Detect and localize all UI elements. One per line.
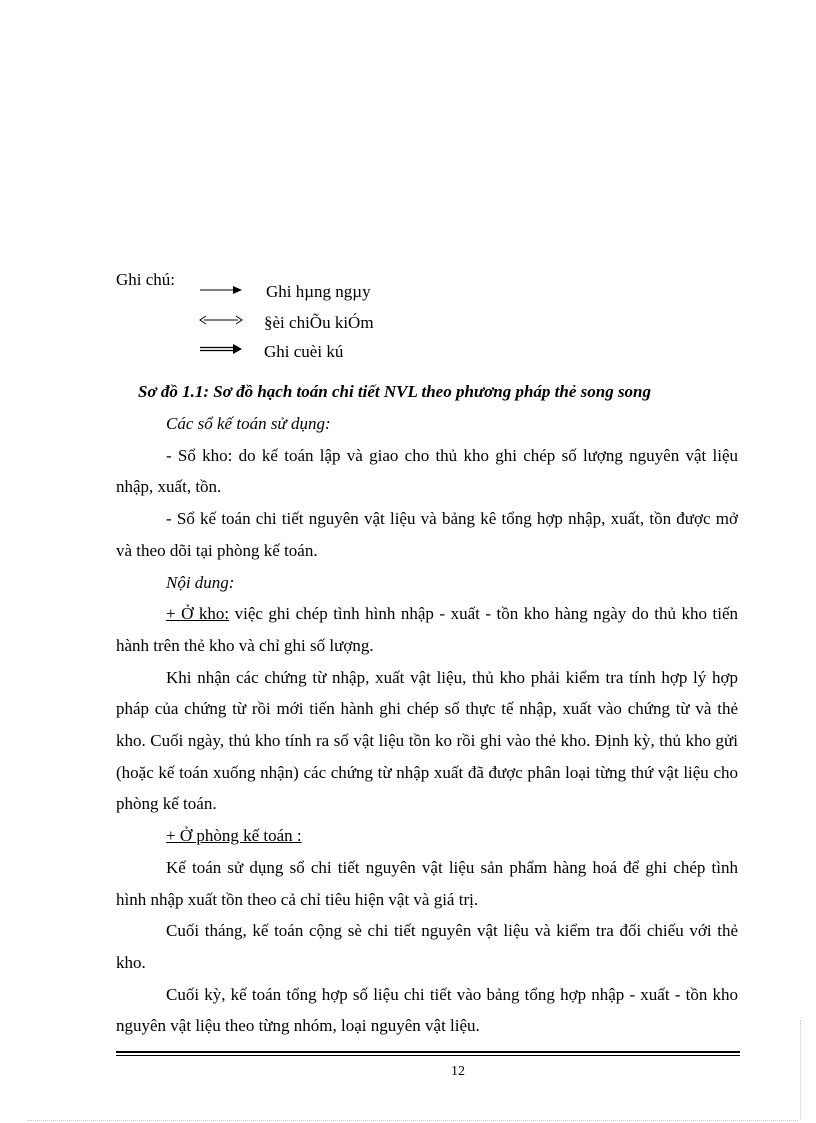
warehouse-text: việc ghi chép tình hình nhập - xuất - tồn kho hàng ngày do thủ kho tiến hành trên thẻ kho và chỉ ghi số lượng. — [116, 604, 739, 655]
books-item-1: - Sổ kho: do kế toán lập và giao cho thủ kho ghi chép số lượng nguyên vật liệu nhập, xuất, tồn. — [116, 445, 738, 497]
page-edge-dotted — [28, 1120, 798, 1121]
body-text — [116, 408, 738, 1042]
accounting-heading: + Ở phòng kế toán : — [166, 826, 302, 846]
books-item-2: - Sổ kế toán chi tiết nguyên vật liệu và bảng kê tổng hợp nhập, xuất, tồn được mở và theo dõi tại phòng kế toán. — [116, 509, 738, 560]
accounting-heading-line — [116, 820, 738, 852]
bold-arrow-icon — [198, 343, 244, 355]
warehouse-detail: Khi nhận các chứng từ nhập, xuất vật liệu, thủ kho phải kiểm tra tính hợp lý hợp pháp của chứng từ rồi mới tiến hành ghi chép số thực tế nhập, xuất vào chứng từ và thẻ kho. Cuối ngày, thủ kho tính ra số vật liệu tồn ko rồi ghi vào thẻ kho. Định kỳ, thủ kho gửi (hoặc kế toán xuống nhận) các chứng từ nhập xuất đã được phân loại từng thứ vật liệu cho phòng kế toán. — [116, 667, 738, 814]
legend-item-reconcile: §èi chiÕu kiÓm — [264, 313, 374, 332]
warehouse-paragraph — [116, 598, 738, 661]
warehouse-heading: + Ở kho: — [166, 604, 230, 624]
legend-item-daily: Ghi hµng ngµy — [266, 282, 371, 301]
single-arrow-icon — [198, 284, 244, 296]
accounting-item-2: Cuối tháng, kế toán cộng sè chi tiết nguyên vật liệu và kiểm tra đối chiếu với thẻ kho. — [116, 921, 738, 972]
legend-item-period-end: Ghi cuèi kú — [264, 342, 344, 361]
footer-rule-thin — [116, 1055, 740, 1056]
content-heading: Nội dung: — [166, 572, 235, 592]
books-heading: Các sổ kế toán sử dụng: — [166, 414, 331, 433]
double-headed-arrow-icon — [198, 314, 244, 326]
accounting-item-1: Kế toán sử dụng sổ chi tiết nguyên vật liệu sản phẩm hàng hoá để ghi chép tình hình nhập xuất tồn theo cả chỉ tiêu hiện vật và giá trị. — [116, 857, 738, 909]
accounting-item-3: Cuối kỳ, kế toán tổng hợp số liệu chi tiết vào bảng tổng hợp nhập - xuất - tồn kho nguyên vật liệu theo từng nhóm, loại nguyên vật liệu. — [116, 984, 738, 1036]
page-number: 12 — [451, 1064, 465, 1079]
footer-rule-thick — [116, 1051, 740, 1053]
page-edge-dotted-right — [800, 1020, 801, 1120]
legend-label: Ghi chú: — [116, 270, 176, 289]
diagram-caption: Sơ đồ 1.1: Sơ đồ hạch toán chi tiết NVL theo phương pháp thẻ song song — [138, 382, 652, 401]
